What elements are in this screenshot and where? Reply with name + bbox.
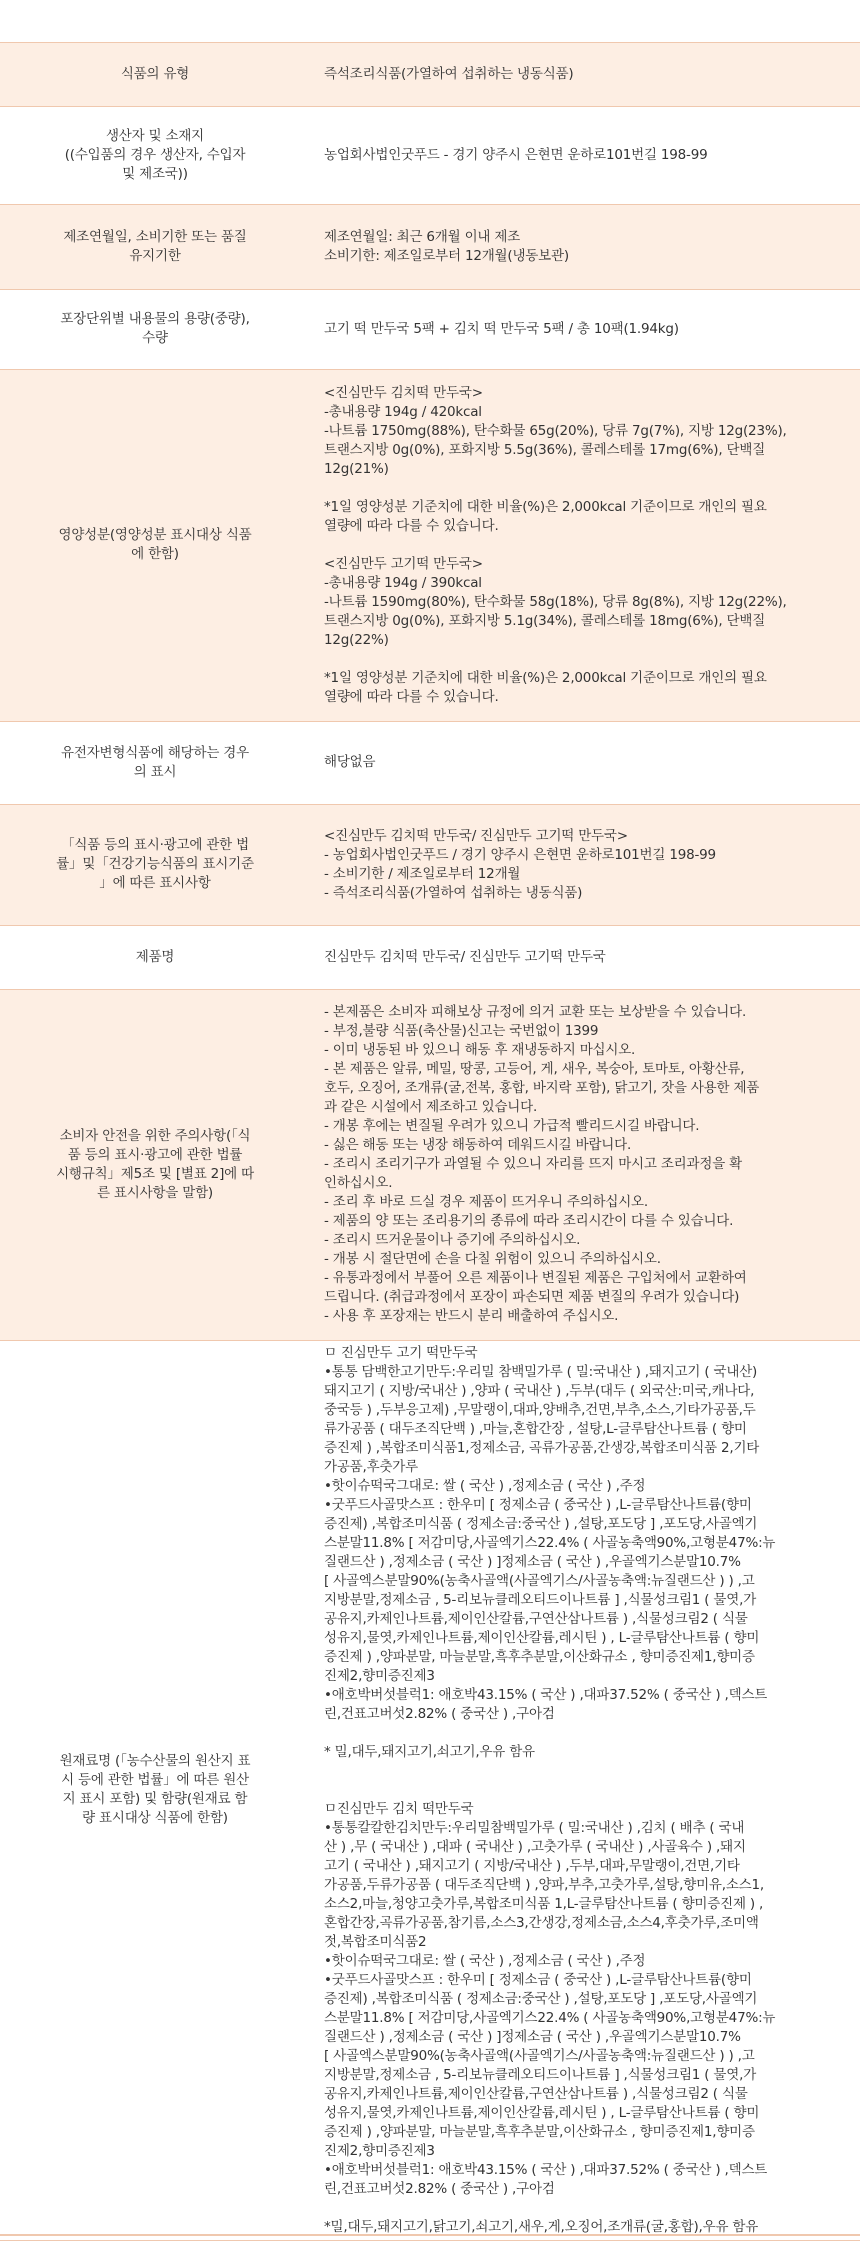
spec-label bbox=[0, 1340, 310, 2240]
spec-value bbox=[310, 1340, 860, 2240]
spec-value bbox=[310, 721, 860, 804]
spec-label-text: 생산자 및 소재지 ((수입품의 경우 생산자, 수입자 및 제조국)) bbox=[64, 127, 246, 182]
spec-label-text: 포장단위별 내용물의 용량(중량), 수량 bbox=[60, 311, 250, 346]
spec-label-text: 「식품 등의 표시·광고에 관한 법 률」및「건강기능식품의 표시기준 」에 따른 표시사항 bbox=[56, 837, 254, 891]
spec-value-text: 고기 떡 만두국 5팩 + 김치 떡 만두국 5팩 / 총 10팩(1.94kg) bbox=[324, 320, 679, 337]
spec-value bbox=[310, 106, 860, 204]
spec-label-text: 식품의 유형 bbox=[120, 65, 190, 82]
spec-label-text: 제조연월일, 소비기한 또는 품질 유지기한 bbox=[63, 228, 247, 264]
spec-row-legal-labeling bbox=[0, 804, 860, 925]
spec-row-producer bbox=[0, 106, 860, 204]
spec-value bbox=[310, 289, 860, 369]
spec-label bbox=[0, 804, 310, 925]
spec-label bbox=[0, 204, 310, 289]
spec-value bbox=[310, 43, 860, 106]
product-spec-table bbox=[0, 43, 860, 2241]
spec-row-quantity bbox=[0, 289, 860, 369]
spec-label-text: 영양성분(영양성분 표시대상 식품 에 한함) bbox=[58, 527, 252, 562]
spec-label-text: 제품명 bbox=[135, 948, 175, 965]
spec-value-text: 진심만두 김치떡 만두국/ 진심만두 고기떡 만두국 bbox=[324, 948, 606, 965]
spec-row-nutrition bbox=[0, 369, 860, 721]
spec-label bbox=[0, 925, 310, 989]
spec-value bbox=[310, 804, 860, 925]
spec-row-safety-notes bbox=[0, 989, 860, 1340]
spec-label-text: 유전자변형식품에 해당하는 경우 의 표시 bbox=[61, 744, 249, 780]
spec-label-text: 소비자 안전을 위한 주의사항(「식 품 등의 표시·광고에 관한 법률 시행규칙」제5조 및 [별표 2]에 따 른 표시사항을 말함) bbox=[56, 1127, 254, 1201]
spec-label bbox=[0, 289, 310, 369]
spec-label bbox=[0, 106, 310, 204]
spec-row-food-type bbox=[0, 43, 860, 106]
spec-value-text: <진심만두 김치떡 만두국> -총내용량 194g / 420kcal -나트륨 1750mg(88%), 탄수화물 65g(20%), 당류 7g(7%), 지방 12g(23%), 트랜스지방 0g(0%), 포화지방 5.5g(36%), 콜레스테롤 17mg(6%), 단백질 12g(21%) *1일 영양성분 기준치에 대한 비율(%)은 2,000kcal 기준이므로 개인의 필요 열량에 따라 다를 수 있습니다. <진심만두 고기떡 만두국> -총내용량 194g / 390kcal -나트륨 1590mg(80%), 탄수화물 58g(18%), 당류 8g(8%), 지방 12g(22%), 트랜스지방 0g(0%), 포화지방 5.1g(34%), 콜레스테롤 18mg(6%), 단백질 12g(22%) *1일 영양성분 기준치에 대한 비율(%)은 2,000kcal 기준이므로 개인의 필요 열량에 따라 다를 수 있습니다. bbox=[324, 384, 787, 705]
spec-value-text: 해당없음 bbox=[324, 754, 376, 770]
spec-row-gmo bbox=[0, 721, 860, 804]
spec-row-product-name bbox=[0, 925, 860, 989]
spec-row-ingredients bbox=[0, 1340, 860, 2240]
spec-label bbox=[0, 369, 310, 721]
spec-value-text: 농업회사법인굿푸드 - 경기 양주시 은현면 운하로101번길 198-99 bbox=[324, 146, 708, 163]
spec-value-text: <진심만두 김치떡 만두국/ 진심만두 고기떡 만두국> - 농업회사법인굿푸드 / 경기 양주시 은현면 운하로101번길 198-99 - 소비기한 / 제조일로부터 12개월 - 즉석조리식품(가열하여 섭취하는 냉동식품) bbox=[324, 827, 716, 901]
spec-label bbox=[0, 43, 310, 106]
spec-value bbox=[310, 369, 860, 721]
spec-row-dates bbox=[0, 204, 860, 289]
spec-value bbox=[310, 989, 860, 1340]
spec-value-text: 제조연월일: 최근 6개월 이내 제조 소비기한: 제조일로부터 12개월(냉동보관) bbox=[324, 228, 569, 264]
spec-value-text: ㅁ 진심만두 고기 떡만두국 •통통 담백한고기만두:우리밀 참백밀가루 ( 밀:국내산 ) ,돼지고기 ( 국내산) 돼지고기 ( 지방/국내산 ) ,양파 ( 국내산 ) ,두부(대두 ( 외국산:미국,캐나다, 중국등 ) ,두부응고제) ,무말랭이,대파,양배추,건면,부추,소스,기타가공품,두 류가공품 ( 대두조직단백 ) ,마늘,혼합간장 , 설탕,L-글루탐산나트륨 ( 향미 증진제 ) ,복합조미식품1,정제소금, 곡류가공품,간생강,복합조미식품 2,기타 가공품,후춧가루 •핫이슈떡국그대로: 쌀 ( 국산 ) ,정제소금 ( 국산 ) ,주정 •굿푸드사골맛스프 : 한우미 [ 정제소금 ( 중국산 ) ,L-글루탐산나트륨(향미 증진제) ,복합조미식품 ( 정제소금:중국산 ) ,설탕,포도당 ] ,포도당,사골엑기 스분말11.8% [ 저감미당,사골엑기스22.4% ( 사골농축액90%,고형분47%:뉴 질랜드산 ) ,정제소금 ( 국산 ) ]정제소금 ( 국산 ) ,우골엑기스분말10.7% [ 사골엑스분말90%(농축사골액(사골엑기스/사골농축액:뉴질랜드산 ) ) ,고 지방분말,정제소금 , 5-리보뉴클레오티드이나트륨 ] ,식물성크림1 ( 물엿,가 공유지,카제인나트륨,제이인산칼륨,구연산삼나트륨 ) ,식물성크림2 ( 식물 성유지,물엿,카제인나트륨,제이인산칼륨,레시틴 ) , L-글루탐산나트륨 ( 향미 증진제 ) ,양파분말, 마늘분말,흑후추분말,이산화규소 , 향미증진제1,향미증 진제2,향미증진제3 •애호박버섯블럭1: 애호박43.15% ( 국산 ) ,대파37.52% ( 중국산 ) ,덱스트 린,건표고버섯2.82% ( 중국산 ) ,구아검 * 밀,대두,돼지고기,쇠고기,우유 함유 ㅁ진심만두 김치 떡만두국 •통통칼칼한김치만두:우리밀참백밀가루 ( 밀:국내산 ) ,김치 ( 배추 ( 국내 산 ) ,무 ( 국내산 ) ,대파 ( 국내산 ) ,고춧가루 ( 국내산 ) ,사골육수 ) ,돼지 고기 ( 국내산 ) ,돼지고기 ( 지방/국내산 ) ,두부,대파,무말랭이,건면,기타 가공품,두류가공품 ( 대두조직단백 ) ,양파,부추,고춧가루,설탕,향미유,소스1, 소스2,마늘,청양고춧가루,복합조미식품 1,L-글루탐산나트륨 ( 향미증진제 ) , 혼합간장,곡류가공품,참기름,소스3,간생강,정제소금,소스4,후춧가루,조미액 젓,복합조미식품2 •핫이슈떡국그대로: 쌀 ( 국산 ) ,정제소금 ( 국산 ) ,주정 •굿푸드사골맛스프 : 한우미 [ 정제소금 ( 중국산 ) ,L-글루탐산나트륨(향미 증진제) ,복합조미식품 ( 정제소금:중국산 ) ,설탕,포도당 ] ,포도당,사골엑기 스분말11.8% [ 저감미당,사골엑기스22.4% ( 사골농축액90%,고형분47%:뉴 질랜드산 ) ,정제소금 ( 국산 ) ]정제소금 ( 국산 ) ,우골엑기스분말10.7% [ 사골엑스분말90%(농축사골액(사골엑기스/사골농축액:뉴질랜드산 ) ) ,고 지방분말,정제소금 , 5-리보뉴클레오티드이나트륨 ] ,식물성크림1 ( 물엿,가 공유지,카제인나트륨,제이인산칼륨,구연산삼나트륨 ) ,식물성크림2 ( 식물 성유지,물엿,카제인나트륨,제이인산칼륨,레시틴 ) , L-글루탐산나트륨 ( 향미 증진제 ) ,양파분말, 마늘분말,흑후추분말,이산화규소 , 향미증진제1,향미증 진제2,향미증진제3 •애호박버섯블럭1: 애호박43.15% ( 국산 ) ,대파37.52% ( 중국산 ) ,덱스트 린,건표고버섯2.82% ( 중국산 ) ,구아검 *밀,대두,돼지고기,닭고기,쇠고기,새우,게,오징어,조개류(굴,홍합),우유 함유 bbox=[324, 1344, 776, 2235]
spec-value-text: 즉석조리식품(가열하여 섭취하는 냉동식품) bbox=[324, 65, 574, 82]
spec-value bbox=[310, 925, 860, 989]
spec-value bbox=[310, 204, 860, 289]
spec-label bbox=[0, 721, 310, 804]
spec-label-text: 원재료명 (「농수산물의 원산지 표 시 등에 관한 법률」에 따른 원산 지 표시 포함) 및 함량(원재료 함 량 표시대상 식품에 한함) bbox=[59, 1753, 251, 1826]
top-spacer bbox=[0, 0, 860, 43]
spec-value-text: - 본제품은 소비자 피해보상 규정에 의거 교환 또는 보상받을 수 있습니다. - 부정,불량 식품(축산물)신고는 국번없이 1399 - 이미 냉동된 바 있으니 해동 후 재냉동하지 마십시오. - 본 제품은 알류, 메밀, 땅콩, 고등어, 게, 새우, 복숭아, 토마토, 아황산류, 호두, 오징어, 조개류(굴,전복, 홍합, 바지락 포함), 닭고기, 잣을 사용한 제품 과 같은 시설에서 제조하고 있습니다. - 개봉 후에는 변질될 우려가 있으니 가급적 빨리드시길 바랍니다. - 싫은 해동 또는 냉장 해동하여 데워드시길 바랍니다. - 조리시 조리기구가 과열될 수 있으니 자리를 뜨지 마시고 조리과정을 확 인하십시오. - 조리 후 바로 드실 경우 제품이 뜨거우니 주의하십시오. - 제품의 양 또는 조리용기의 종류에 따라 조리시간이 다를 수 있습니다. - 조리시 뜨거운물이나 증기에 주의하십시오. - 개봉 시 절단면에 손을 다칠 위험이 있으니 주의하십시오. - 유통과정에서 부풀어 오른 제품이나 변질된 제품은 구입처에서 교환하여 드립니다. (취급과정에서 포장이 파손되면 제품 변질의 우려가 있습니다) - 사용 후 포장재는 반드시 분리 배출하여 주십시오. bbox=[324, 1004, 760, 1324]
spec-label bbox=[0, 989, 310, 1340]
